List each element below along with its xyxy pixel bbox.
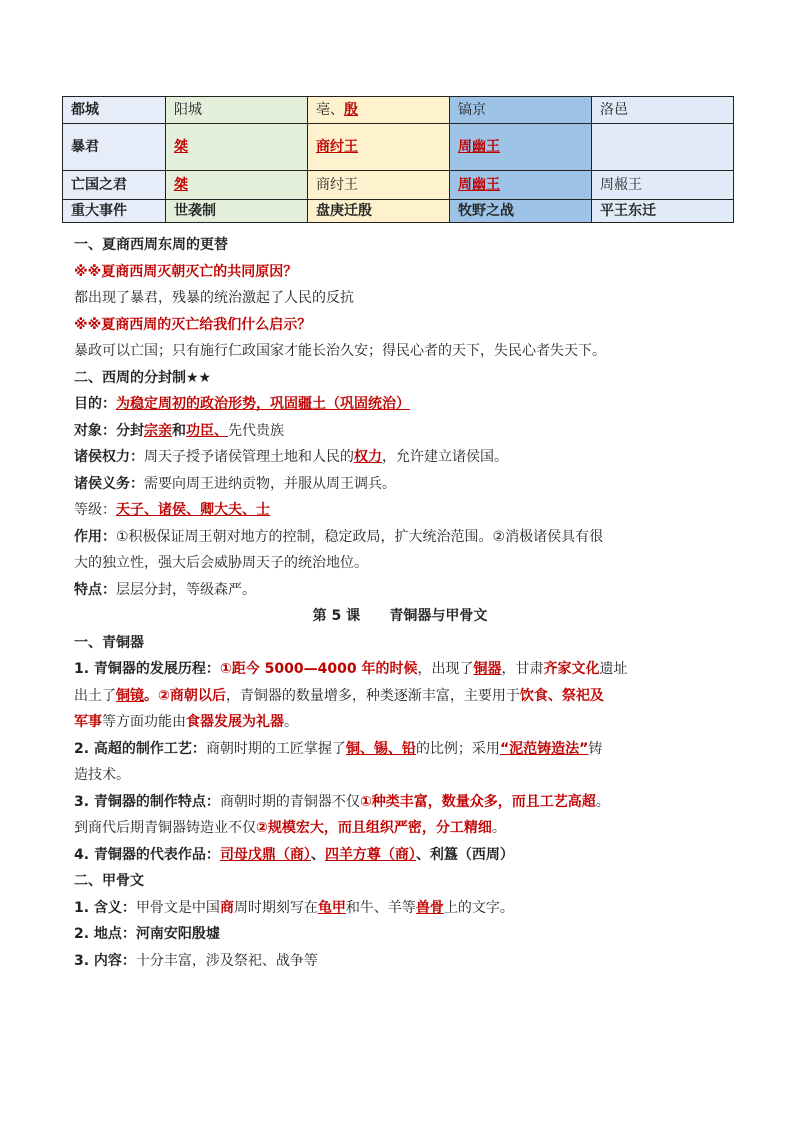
key-point: 天子、诸侯、卿大夫、士 [116,502,270,518]
oracle-content-line [74,948,726,975]
table-cell: 牧野之战 [450,200,592,223]
lesson-title [74,603,726,630]
key-point: 功臣、 [186,422,228,439]
text: 先代贵族 [228,422,284,439]
table-row [63,124,734,171]
bronze-feature-line [74,789,726,816]
table-cell [592,124,734,171]
section-heading: 一、夏商西周东周的更替 [74,237,228,253]
text: 周天子授予诸侯管理土地和人民的 [144,449,354,465]
key-point: ①种类丰富，数量众多，而且工艺高超 [359,793,596,810]
cell-highlight: 桀 [174,139,188,155]
cell-text: 亳、 [316,102,344,118]
key-point: 司母戊鼎（商） [219,846,311,863]
cell-highlight: 周幽王 [458,177,500,193]
oracle-place-line [74,921,726,948]
dynasty-table [62,96,734,223]
bronze-works-line [74,842,726,869]
text: 、利簋（西周） [415,846,514,863]
line-label: 1. 青铜器的发展历程： [74,661,220,677]
table-row [63,97,734,124]
key-point: 四羊方尊（商） [324,846,416,863]
line-label: 3. 内容： [74,952,136,969]
cell-highlight: 周幽王 [458,139,500,155]
text: 商朝时期的工匠掌握了 [205,740,346,757]
text: 周时期刻写在 [233,899,318,916]
object-line [74,418,726,445]
answer: 都出现了暴君，残暴的统治激起了人民的反抗 [74,290,354,306]
section-heading: 二、甲骨文 [74,873,144,889]
answer: 暴政可以亡国；只有施行仁政国家才能长治久安；得民心者的天下，失民心者失天下。 [74,343,606,359]
cell-highlight: 殷 [344,102,358,118]
bronze-history-line [74,656,726,683]
lesson-number: 第 5 课 [312,608,361,624]
line-label: 2. 高超的制作工艺： [74,740,206,757]
text: ，允许建立诸侯国。 [382,449,508,465]
table-cell [308,97,450,124]
effect-line-cont: 大的独立性，强大后会威胁周天子的统治地位。 [74,555,368,571]
key-point: 。②商朝以后 [144,687,226,704]
purpose-line [74,391,726,418]
line-label: 3. 青铜器的制作特点： [74,793,220,810]
line-label: 目的： [74,396,116,412]
notes-body [74,232,726,974]
table-row [63,200,734,223]
table-cell: 镐京 [450,97,592,124]
line-label: 对象： [74,422,116,439]
line-label: 2. 地点： [74,926,136,942]
table-cell: 洛邑 [592,97,734,124]
key-point: “泥范铸造法” [499,740,589,757]
bronze-history-cont [74,683,726,710]
text: 铸 [588,740,603,757]
key-point: 军事 [74,714,102,730]
cell-highlight: 商纣王 [316,139,358,155]
text: 。 [284,714,298,730]
effect-line [74,524,726,551]
line-label: 1. 含义： [74,899,136,916]
table-cell: 阳城 [166,97,308,124]
text: 出土了 [74,687,116,704]
text: 层层分封，等级森严。 [116,581,256,598]
section-heading: 一、青铜器 [74,634,144,651]
key-point: 食器发展为礼器 [186,714,284,730]
line-label: 作用： [74,528,116,545]
oracle-meaning-line [74,895,726,922]
table-cell [450,171,592,200]
bronze-feature-cont [74,815,726,842]
table-cell: 商纣王 [308,171,450,200]
text: 遗址 [599,661,628,677]
text: 十分丰富，涉及祭祀、战争等 [135,952,318,969]
key-point: 龟甲 [317,899,346,916]
row-label: 都城 [63,97,166,124]
lesson-name: 青铜器与甲骨文 [389,608,488,624]
table-cell [166,124,308,171]
text: 和 [172,422,186,439]
text: 等方面功能由 [102,714,186,730]
table-row [63,171,734,200]
question: ※※夏商西周灭朝灭亡的共同原因？ [74,263,298,280]
text: 河南安阳殷墟 [135,926,220,942]
key-point: 权力 [354,449,382,465]
cell-highlight: 桀 [174,177,188,193]
table-cell: 周赧王 [592,171,734,200]
text: 到商代后期青铜器铸造业不仅 [74,820,256,836]
key-point: ②规模宏大，而且组织严密，分工精细 [256,820,492,836]
text: 甲骨文是中国 [135,899,220,916]
text: 、 [310,846,325,863]
text: 分封 [116,422,144,439]
key-point: 齐家文化 [543,661,600,677]
key-point: 铜器 [473,661,502,677]
rights-line [74,444,726,471]
text: 和牛、羊等 [345,899,416,916]
text: 的比例；采用 [415,740,500,757]
key-point: ①距今 5000—4000 年的时候 [219,661,418,677]
key-point: 饮食、祭祀及 [519,687,604,704]
row-label: 重大事件 [63,200,166,223]
key-point: 宗亲 [144,422,172,439]
line-label: 诸侯义务： [74,475,144,492]
feature-line [74,577,726,604]
line-label: 4. 青铜器的代表作品： [74,846,220,863]
table-cell [166,171,308,200]
row-label: 暴君 [63,124,166,171]
key-point: 为稳定周初的政治形势，巩固疆土（巩固统治） [116,396,410,412]
row-label: 亡国之君 [63,171,166,200]
key-point: 商 [219,899,234,916]
table-cell [450,124,592,171]
key-point: 兽骨 [415,899,444,916]
line-label: 诸侯权力： [74,449,144,465]
duty-line [74,471,726,498]
text: 。 [595,793,610,810]
text: 需要向周王进纳贡物，并服从周王调兵。 [144,475,396,492]
table-cell: 世袭制 [166,200,308,223]
key-point: 铜镜 [116,687,144,704]
bronze-history-cont [74,709,726,736]
text: 。 [491,820,506,836]
line-label: 等级： [74,502,116,518]
rank-line [74,497,726,524]
text: ，出现了 [417,661,474,677]
bronze-craft-line [74,736,726,763]
line-label: 特点： [74,581,116,598]
key-point: 铜、锡、铅 [345,740,416,757]
section-heading: 二、西周的分封制★★ [74,369,212,386]
table-cell [308,124,450,171]
text: ，青铜器的数量增多，种类逐渐丰富，主要用于 [225,687,520,704]
table-cell: 平王东迁 [592,200,734,223]
question: ※※夏商西周的灭亡给我们什么启示？ [74,316,312,333]
table-cell: 盘庚迁殷 [308,200,450,223]
text: 上的文字。 [443,899,514,916]
text: ①积极保证周王朝对地方的控制，稳定政局，扩大统治范围。②消极诸侯具有很 [116,528,604,545]
bronze-craft-cont: 造技术。 [74,767,130,783]
text: ，甘肃 [501,661,544,677]
text: 商朝时期的青铜器不仅 [219,793,360,810]
